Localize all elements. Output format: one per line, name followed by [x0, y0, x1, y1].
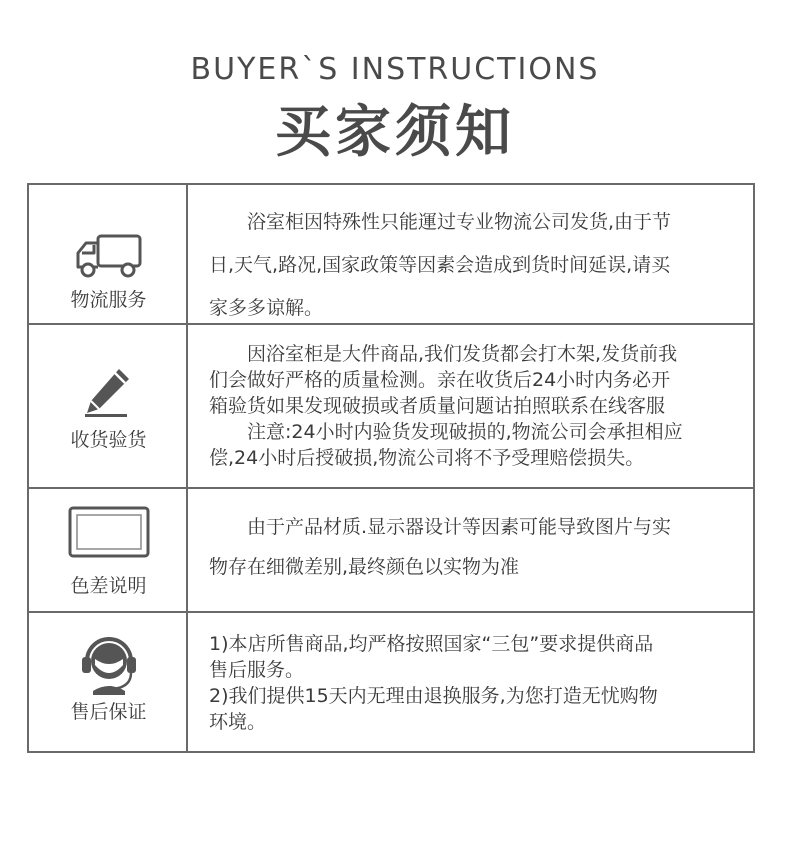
paragraph-color-difference: [209, 507, 671, 587]
delivery-truck-icon: [29, 233, 188, 279]
text-line: 家多多谅解。: [209, 297, 324, 319]
row-label-inspection: 收货验货: [70, 429, 147, 451]
text-line: 们会做好严格的质量检测。亲在收货后24小时内务必开: [209, 369, 671, 391]
text-line: 日,天气,路况,国家政策等因素会造成到货时间延误,请买: [209, 254, 671, 276]
paragraph-inspection: [209, 341, 683, 471]
text-line: 箱验货如果发现破损或者质量问题诂拍照联系在线客服: [209, 395, 666, 417]
text-line: 环境。: [209, 711, 267, 733]
paragraph-logistics: [209, 201, 671, 330]
text-line: 浴室柜因特殊性只能運过专业物流公司发货,由于节: [209, 211, 672, 233]
row-label-logistics: 物流服务: [70, 289, 147, 311]
row-inspection: [29, 325, 753, 489]
text-line: 2)我们提供15天内无理由退换服务,为您打造无忧购物: [209, 685, 658, 707]
title-english: BUYER`S INSTRUCTIONS: [190, 52, 600, 87]
row-header-color-difference: [29, 489, 188, 611]
row-header-logistics: [29, 185, 188, 323]
row-header-after-sales: [29, 613, 188, 751]
row-body-logistics: [190, 185, 753, 323]
monitor-screen-icon: [29, 505, 188, 559]
paragraph-after-sales: [209, 631, 658, 735]
text-line: 1)本店所售商品,均严格按照国家“三包”要求提供商品: [209, 633, 654, 655]
row-label-after-sales: 售后保证: [70, 701, 147, 723]
pencil-edit-icon: [29, 365, 188, 419]
row-label-color-difference: 色差说明: [70, 575, 147, 597]
row-after-sales: [29, 613, 753, 751]
row-body-color-difference: [190, 489, 753, 611]
text-line: 因浴室柜是大件商品,我们发货都会打木架,发货前我: [209, 343, 678, 365]
text-line: 注意:24小时内验货发现破损的,物流公司会承担相应: [209, 421, 683, 443]
text-line: 由于产品材质.显示器设计等因素可能导致图片与实: [209, 516, 672, 538]
row-color-difference: [29, 489, 753, 613]
text-line: 物存在细微差别,最终颜色以实物为准: [209, 556, 520, 578]
customer-service-icon: [29, 629, 188, 695]
instructions-table: [27, 183, 755, 753]
row-header-inspection: [29, 325, 188, 487]
text-line: 偿,24小时后授破损,物流公司将不予受理赔偿损失。: [209, 447, 645, 469]
title-chinese: 买家须知: [275, 100, 515, 165]
row-logistics: [29, 185, 753, 325]
row-body-after-sales: [190, 613, 753, 751]
row-body-inspection: [190, 325, 753, 487]
text-line: 售后服务。: [209, 659, 305, 681]
